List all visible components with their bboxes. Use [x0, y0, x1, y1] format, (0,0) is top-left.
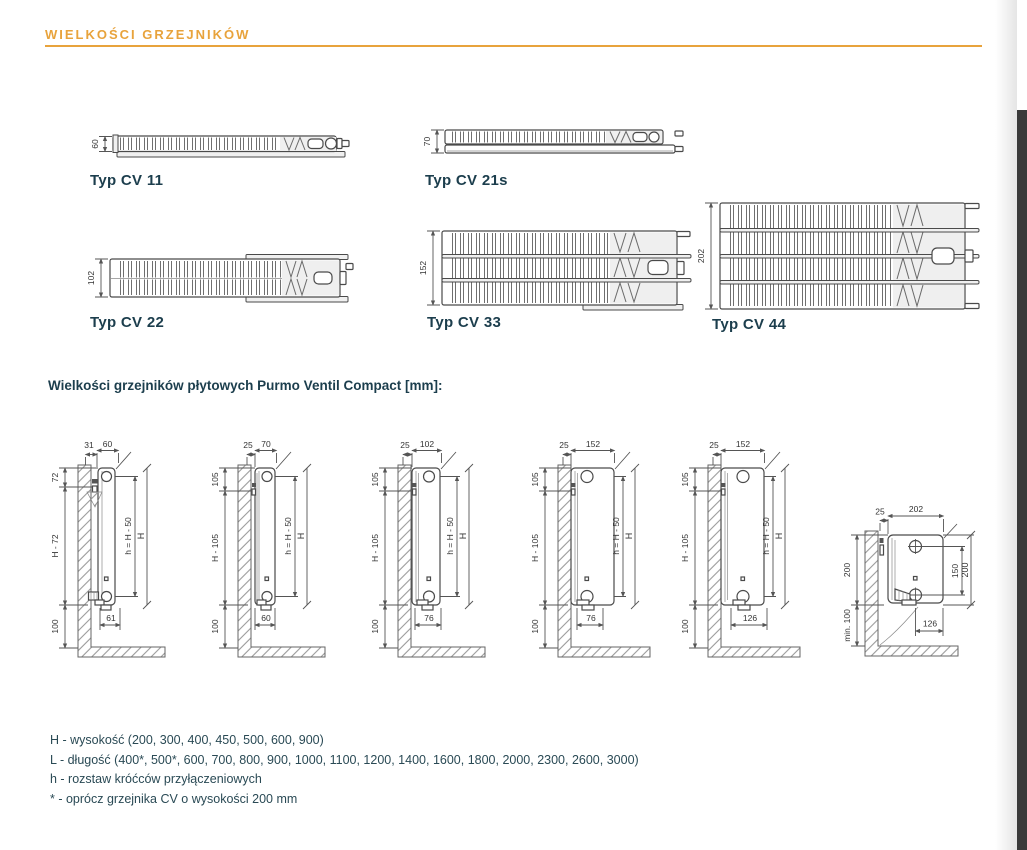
dim-height: H: [458, 532, 468, 540]
dim-bottom: 100: [680, 619, 690, 634]
dim-middle: H - 105: [210, 534, 220, 562]
dim-wall-gap: 31: [84, 440, 94, 450]
dim-height: H: [136, 532, 146, 540]
dim-wall-gap: 25: [559, 440, 569, 450]
cv11-radiator-body: [113, 135, 349, 157]
dim-height: H: [774, 532, 784, 540]
cv11-depth-text: 60: [90, 139, 100, 149]
note-length: L - długość (400*, 500*, 600, 700, 800, 900, 1000, 1100, 1200, 1400, 1600, 1800, 2000, 2300, 2600, 3000): [50, 752, 639, 767]
side-view-cv22: [365, 425, 525, 665]
note-asterisk: * - oprócz grzejnika CV o wysokości 200 mm: [50, 791, 298, 806]
dim-wall-gap: 25: [400, 440, 410, 450]
wall-and-floor: [398, 465, 485, 657]
cv33-radiator-body: [442, 231, 691, 310]
legend-notes: [50, 731, 639, 809]
side-view-cv11: [45, 425, 205, 665]
cv33-top-view-drawing: [418, 222, 708, 314]
dim-depth: 152: [735, 439, 751, 449]
cv21s-depth-dimension: [422, 130, 444, 153]
dim-bottom: 100: [210, 619, 220, 634]
radiator-section: [252, 468, 275, 610]
dim-wall-gap: 25: [875, 506, 885, 517]
dim-height: H: [624, 532, 634, 540]
cv44-type-label: Typ CV 44: [712, 316, 787, 333]
dim-top: 72: [50, 472, 60, 483]
dim-conn: h = H - 50: [283, 517, 293, 555]
cv22-top-view-drawing: [86, 250, 371, 310]
dim-clearance: min. 100: [842, 609, 852, 642]
dim-outlet: 126: [742, 613, 758, 623]
radiator-section: [412, 468, 440, 610]
dim-middle: H - 105: [530, 534, 540, 562]
note-connection: h - rozstaw króćców przyłączeniowych: [50, 772, 262, 786]
dim-middle: H - 72: [50, 534, 60, 558]
dim-outlet: 76: [586, 613, 596, 623]
cv11-top-view-drawing: [86, 126, 358, 174]
page-title: WIELKOŚCI GRZEJNIKÓW: [45, 27, 251, 42]
cv44-top-view-drawing: [696, 194, 996, 318]
scan-edge-fade: [995, 0, 1017, 850]
dim-height-left: 200: [842, 562, 852, 578]
side-view-cv33: [525, 425, 685, 665]
dim-conn: h = H - 50: [611, 517, 621, 555]
dim-top: 105: [210, 472, 220, 487]
section-heading: Wielkości grzejników płytowych Purmo Ventil Compact [mm]:: [48, 378, 443, 393]
cv22-depth-text: 102: [86, 270, 96, 286]
side-view-cv21s: [205, 425, 365, 665]
dim-conn: h = H - 50: [445, 517, 455, 555]
radiator-section: [721, 468, 764, 610]
dim-outlet: 60: [261, 613, 271, 623]
cv44-radiator-body: [720, 203, 979, 309]
cv11-type-label: Typ CV 11: [90, 172, 164, 189]
dim-wall-gap: 25: [709, 440, 719, 450]
dim-depth: 202: [908, 504, 924, 514]
radiator-section: [571, 468, 614, 610]
dim-top: 105: [370, 472, 380, 487]
cv21s-type-label: Typ CV 21s: [425, 172, 508, 189]
dim-conn: h = H - 50: [761, 517, 771, 555]
dim-conn: h = H - 50: [123, 517, 133, 555]
cv33-type-label: Typ CV 33: [427, 314, 502, 331]
dim-middle: H - 105: [680, 534, 690, 562]
cv33-depth-text: 152: [418, 260, 428, 276]
dim-bottom: 100: [530, 619, 540, 634]
cv22-type-label: Typ CV 22: [90, 314, 165, 331]
cv22-radiator-body: [110, 255, 353, 303]
dim-outlet: 61: [106, 613, 116, 623]
dim-height: H: [296, 532, 306, 540]
dim-bottom: 100: [50, 619, 60, 634]
dim-depth: 60: [102, 439, 113, 449]
cv21s-depth-text: 70: [422, 136, 432, 147]
dim-depth: 102: [419, 439, 435, 449]
dim-wall-gap: 25: [243, 440, 253, 450]
cv11-depth-dimension: [90, 137, 112, 152]
cv44-depth-dimension: [696, 203, 718, 309]
side-view-cv44: [675, 425, 835, 665]
dim-depth: 70: [261, 439, 271, 449]
scan-edge-shadow: [1017, 110, 1027, 850]
dim-middle: H - 105: [370, 534, 380, 562]
dim-outlet: 76: [424, 613, 434, 623]
radiator-section: [880, 535, 944, 645]
cv21s-top-view-drawing: [418, 122, 690, 176]
cv21s-radiator-body: [445, 130, 683, 153]
note-height: H - wysokość (200, 300, 400, 450, 500, 600, 900): [50, 733, 324, 747]
cv22-depth-dimension: [86, 259, 108, 297]
dim-depth: 152: [585, 439, 601, 449]
dim-outlet: 126: [922, 618, 938, 629]
cv44-depth-text: 202: [696, 248, 706, 264]
dim-height-right: 200: [960, 562, 970, 578]
wall-and-floor: [238, 465, 325, 657]
title-rule: [45, 45, 982, 47]
dim-top: 105: [680, 472, 690, 487]
dim-top: 105: [530, 472, 540, 487]
dim-bottom: 100: [370, 619, 380, 634]
dim-conn-spacing: 150: [950, 563, 960, 579]
cv33-depth-dimension: [418, 231, 440, 305]
